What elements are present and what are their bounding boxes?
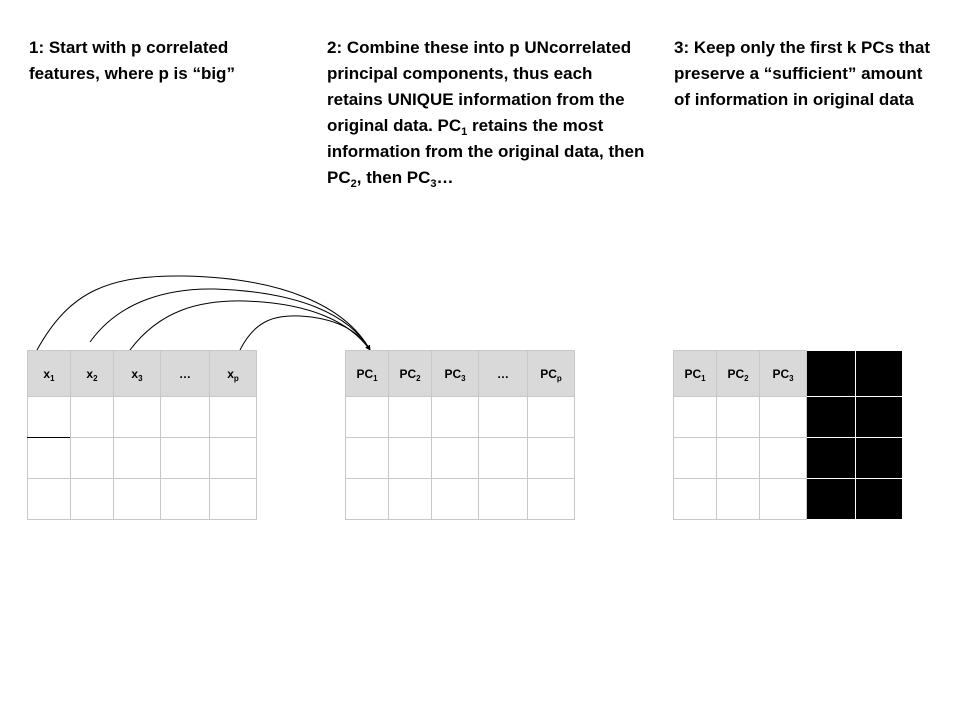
header-label: PC [684,366,702,381]
table-cell [161,479,210,520]
table-row [674,438,903,479]
table-row [346,479,575,520]
step-text-run: … [436,168,454,187]
table-row [28,479,257,520]
kept-components-table [673,350,903,520]
header-label: x [86,366,94,381]
table-cell [389,397,432,438]
header-row [28,351,257,397]
header-label: PC [444,366,462,381]
table-cell [346,397,389,438]
column-header [760,351,807,397]
header-subscript: 1 [373,373,378,383]
header-subscript: 3 [789,373,794,383]
arrow-x3-to-pc1 [130,301,370,350]
table-cell [114,397,161,438]
table-cell [674,397,717,438]
column-header [389,351,432,397]
column-header [432,351,479,397]
column-header [28,351,71,397]
step-text-run: 3: Keep only the first k PCs that preserve a “sufficient” amount of information in original data [674,38,930,109]
step-text-run: retains the most information from the original data, then PC [327,116,645,187]
table-cell [28,438,71,479]
table-cell [717,438,760,479]
table-cell [71,397,114,438]
table-cell [28,479,71,520]
table-cell [432,438,479,479]
discarded-component-cell [807,479,856,520]
step-text-run: 2: Combine these into p UNcorrelated principal components, thus each retains UNIQUE information from the original data. PC [327,38,632,135]
table-row [28,438,257,479]
table-cell [528,397,575,438]
table-cell [114,438,161,479]
subscript: 2 [350,178,357,190]
header-label: x [227,366,234,381]
features-table [27,350,257,520]
header-label: PC [356,366,374,381]
arrow-x1-to-pc1 [37,276,370,350]
column-header [528,351,575,397]
table-cell [161,438,210,479]
header-row [674,351,903,397]
table-cell [114,479,161,520]
table-cell [760,397,807,438]
column-header [479,351,528,397]
header-row [346,351,575,397]
step-text-run: 1: Start with p correlated features, where p is “big” [29,38,235,83]
header-subscript: 3 [138,373,143,383]
column-header [71,351,114,397]
table-cell [432,479,479,520]
header-subscript: p [556,373,562,383]
table-cell [760,438,807,479]
column-header [717,351,760,397]
header-label: PC [399,366,417,381]
header-label: PC [772,366,790,381]
header-subscript: 2 [416,373,421,383]
discarded-component-cell [807,397,856,438]
header-label: PC [540,366,557,381]
table-cell [760,479,807,520]
discarded-component-cell [856,397,903,438]
step-text-run: , then PC [356,168,431,187]
table-cell [717,479,760,520]
table-row [674,479,903,520]
header-subscript: 1 [701,373,706,383]
discarded-component-cell [856,479,903,520]
table-cell [210,397,257,438]
table-cell [346,438,389,479]
header-label: … [179,366,191,381]
table-cell [210,479,257,520]
discarded-component-cell [856,351,903,397]
subscript: 3 [430,178,437,190]
divider-line [27,437,70,438]
header-subscript: 2 [93,373,98,383]
table-cell [71,479,114,520]
column-header [114,351,161,397]
header-label: … [497,366,509,381]
header-label: x [131,366,139,381]
discarded-component-cell [856,438,903,479]
column-header [674,351,717,397]
column-header [346,351,389,397]
table-cell [389,479,432,520]
column-header [161,351,210,397]
table-cell [210,438,257,479]
arrow-xp-to-pc1 [240,316,370,350]
table-cell [717,397,760,438]
table-cell [479,479,528,520]
table-cell [389,438,432,479]
table-row [346,397,575,438]
discarded-component-cell [807,351,856,397]
column-header [210,351,257,397]
header-subscript: 1 [50,373,55,383]
discarded-component-cell [807,438,856,479]
header-subscript: p [233,373,239,383]
table-cell [528,479,575,520]
table-cell [71,438,114,479]
table-row [346,438,575,479]
header-subscript: 3 [461,373,466,383]
table-row [674,397,903,438]
table-cell [161,397,210,438]
subscript: 1 [461,126,468,138]
header-label: x [43,366,51,381]
table-cell [346,479,389,520]
header-subscript: 2 [744,373,749,383]
table-cell [28,397,71,438]
principal-components-table [345,350,575,520]
table-cell [528,438,575,479]
table-cell [674,438,717,479]
table-cell [479,438,528,479]
arrow-x2-to-pc1 [90,289,370,350]
table-cell [432,397,479,438]
table-cell [674,479,717,520]
table-cell [479,397,528,438]
header-label: PC [727,366,745,381]
table-row [28,397,257,438]
